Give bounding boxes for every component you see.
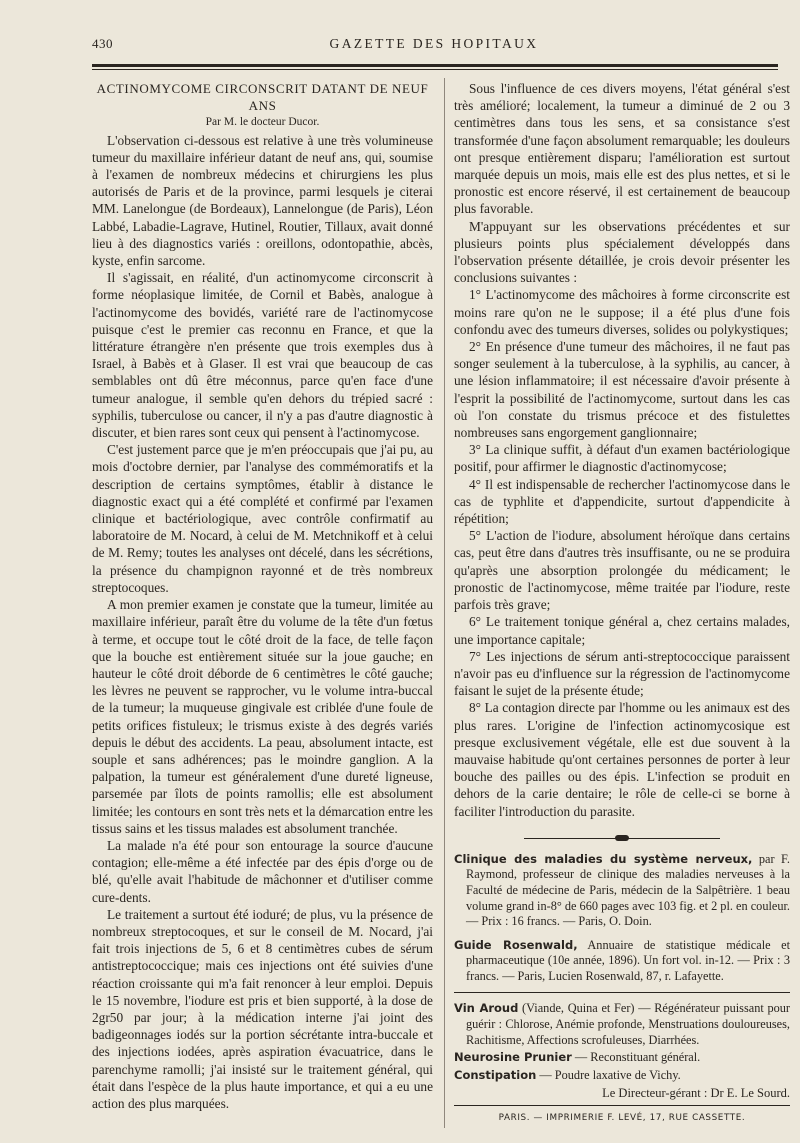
paragraph: A mon premier examen je constate que la tumeur, limitée au maxillaire inférieur, paraît être du volume de la tête d'un fœtus à terme, et occupe tout le côté droit de la face, de telle façon que la bouche est entièrement située sur la joue gauche; en hauteur le côté droit déborde de 6 centimètres le côté gauche; les lèvres ne peuvent se rapprocher, vu le volume intra-buccal de la tumeur; la muqueuse gingivale est criblée d'une foule de petits orifices fistuleux; le trismus existe à des degrés variés depuis le début des accidents. La peau, absolument intacte, est souple et sans adhérences; pas le moindre ganglion. A la palpation, la tumeur est généralement d'une dureté ligneuse, parsemée par îlots de points ramollis; elle est absolument limitée; les contours en sont très nets et la démarcation entre les tissus sains et les tissus malades est absolument tranchée. bbox=[92, 597, 433, 836]
paragraph: Il s'agissait, en réalité, d'un actinomycome circonscrit à forme néoplasique limitée, de Cornil et Babès, analogue à l'actinomycome des bovidés, variété rare de l'actinomycose puisque c'est le premier cas reconnu en France, et que la littérature étrangère n'en présente que trois exemples dus à Israel, à Babès et à Glaser. Il est vrai que beaucoup de cas semblables ont dû être méconnus, parce qu'en face d'une tumeur analogue, il semble qu'en dehors du trépied sacré : syphilis, tuberculose ou cancer, il n'y a pas d'autre diagnostic à discuter, et bien rares sont ceux qui pensent à l'actinomycose. bbox=[92, 270, 433, 441]
right-column bbox=[454, 80, 790, 1127]
conclusion-item: 1° L'actinomycome des mâchoires à forme circonscrite est moins rare qu'on ne le suppose; il a été plus d'une fois confondu avec des tumeurs diverses, solides ou polykystiques; bbox=[454, 287, 790, 337]
conclusion-item: 6° Le traitement tonique général a, chez certains malades, une importance capitale; bbox=[454, 614, 790, 647]
ad-title: Constipation bbox=[454, 1067, 537, 1082]
column-separator bbox=[444, 78, 445, 1128]
paragraph: C'est justement parce que je m'en préoccupais que j'ai pu, au mois d'octobre dernier, par l'analyse des commémoratifs et la description de certains symptômes, établir à distance le diagnostic exact qui a été complété et confirmé par l'examen clinique et bactériologique, avec contrôle confirmatif au laboratoire de M. Nocard, à celui de M. Metchnikoff et à celui de M. Remy; toutes les analyses ont décelé, dans les sécrétions, la présence du champignon rayonné et de très nombreux streptocoques. bbox=[92, 442, 433, 595]
paragraph: La malade n'a été pour son entourage la source d'aucune contagion; elle-même a été infectée par des épis d'orge ou de blé, qu'elle avait l'habitude de mâchonner et d'utiliser comme cure-dents. bbox=[92, 837, 433, 905]
paragraph: Le traitement a surtout été ioduré; de plus, vu la présence de nombreux streptocoques, et sur le conseil de M. Nocard, j'ai fait trois injections de 5, 6 et 8 centimètres cubes de sérum antistreptococcique; mais ces injections ont été suivies d'une réaction croissante qui m'a fait renoncer à leur emploi. Depuis le 15 novembre, l'iodure est pris et bien supporté, à la dose de 2gr50 par jour; à la médication interne j'ai joint des badigeonnages iodés sur la portion sécrétante intra-buccale et des injections iodées, après aspiration évacuatrice, dans le parenchyme ramolli; j'ai insisté sur le traitement général, qui était dans l'espèce de la plus haute importance, et qui a eu une action des plus marquées. bbox=[92, 906, 433, 1111]
conclusion-item: 7° Les injections de sérum anti-streptococcique paraissent n'avoir pas eu d'influence sur la régression de l'actinomycome faisant le sujet de la présente étude; bbox=[454, 648, 790, 699]
article-title: ACTINOMYCOME CIRCONSCRIT DATANT DE NEUF ANS bbox=[96, 81, 429, 114]
conclusion-item: 4° Il est indispensable de rechercher l'actinomycose dans le cas de typhlite et d'appendicite, surtout d'appendicite à répétition; bbox=[454, 476, 790, 527]
page-number: 430 bbox=[92, 36, 113, 51]
conclusion-item: 3° La clinique suffit, à défaut d'un examen bactériologique positif, pour affirmer le diagnostic d'actinomycose; bbox=[454, 442, 790, 475]
director-signature: Le Directeur-gérant : Dr E. Le Sourd. bbox=[602, 1086, 790, 1101]
section-fleuron bbox=[454, 834, 790, 842]
paragraph: M'appuyant sur les observations précédentes et sur plusieurs points plus spécialement développés dans l'observation présente détaillée, je crois devoir présenter les conclusions suivantes : bbox=[454, 218, 790, 286]
article-byline: Par M. le docteur Ducor. bbox=[205, 116, 320, 129]
conclusion-item: 8° La contagion directe par l'homme ou les animaux est des plus rares. L'origine de l'infection actinomycosique est presque exclusivement végétale, elle est due souvent à la mauvaise habitude qu'ont certaines personnes de porter à leur bouche des pailles ou des épis. L'infection se produit en dehors de la carie dentaire; le rôle de celle-ci se borne à faciliter l'introduction du parasite. bbox=[454, 700, 790, 819]
ads-rule bbox=[454, 992, 790, 993]
conclusion-item: 5° L'action de l'iodure, absolument héroïque dans certains cas, peut être dans d'autres très insuffisante, ou ne se produira qu'après une absorption prolongée du médicament; le pronostic de l'actinomycose, même traitée par l'iodure, reste parfois très grave; bbox=[454, 528, 790, 613]
ad-entry: Constipation — Poudre laxative de Vichy. bbox=[454, 1067, 681, 1082]
bibliography-section bbox=[454, 852, 790, 985]
printer-imprint: PARIS. — IMPRIMERIE F. LEVÉ, 17, RUE CASSETTE. bbox=[498, 1112, 746, 1123]
paragraph: Sous l'influence de ces divers moyens, l'état général s'est très amélioré; localement, la tumeur a diminué de 2 ou 3 centimètres dans tous les sens, et sa consistance s'est transformée d'une façon absolument remarquable; les douleurs ont presque entièrement disparu; l'amélioration est surtout marquée depuis un mois, mais elle est des plus nettes, et si le pronostic est encore réservé, il est certainement de beaucoup plus favorable. bbox=[454, 81, 790, 217]
bibliography-title: Clinique des maladies du système nerveux, bbox=[454, 851, 753, 866]
bibliography-title: Guide Rosenwald, bbox=[454, 937, 578, 952]
paragraph: L'observation ci-dessous est relative à une très volumineuse tumeur du maxillaire inférieur datant de neuf ans, qui, soumise à l'examen de nombreux médecins et chirurgiens les plus autorisés de Paris et de la province, parmi lesquels je citerai MM. Lanelongue (de Bordeaux), Lannelongue (de Paris), Léon Labbé, Labadie-Lagrave, Hutinel, Routier, Tillaux, avait donné lieu à des diagnostics variés : oreillons, odontopathie, abcès, kyste, enfin sarcome. bbox=[92, 132, 433, 269]
ad-title: Neurosine Prunier bbox=[454, 1050, 572, 1065]
ad-entry: Neurosine Prunier — Reconstituant général. bbox=[454, 1050, 701, 1065]
page-header bbox=[92, 36, 776, 58]
header-rule-thin bbox=[92, 69, 778, 70]
bibliography-entry: Guide Rosenwald, Annuaire de statistique médicale et pharmaceutique (10e année, 1896). Un fort vol. in-12. — Prix : 3 francs. — Paris, Lucien Rosenwald, 87, r. Lafayette. bbox=[454, 937, 791, 983]
ad-title: Vin Aroud bbox=[454, 1001, 519, 1016]
bibliography-entry: Clinique des maladies du système nerveux, par F. Raymond, professeur de clinique des maladies nerveuses à la Faculté de médecine de Paris, médecin de la Salpêtrière. 1 beau volume grand in-8° de 660 pages avec 103 fig. et 2 pl. en couleur. — Prix : 16 francs. — Paris, O. Doin. bbox=[454, 851, 790, 929]
ad-entry: Vin Aroud (Viande, Quina et Fer) — Régénérateur puissant pour guérir : Chlorose, Anémie profonde, Menstruations douloureuses, Rachitisme, Affections scrofuleuses, Diarrhées. bbox=[454, 1001, 790, 1047]
journal-title: GAZETTE DES HOPITAUX bbox=[329, 36, 539, 51]
conclusion-item: 2° En présence d'une tumeur des mâchoires, il ne faut pas songer seulement à la tuberculose, à la syphilis, au cancer, à une lésion inflammatoire; il est nécessaire d'avoir présente à l'esprit la possibilité de l'actinomycome, surtout dans les cas où l'on constate du trismus précoce et des fistulettes nombreuses sans engorgement ganglionnaire; bbox=[454, 339, 790, 441]
advertisements bbox=[454, 1001, 790, 1083]
footer-rule bbox=[454, 1105, 790, 1106]
header-rule-thick bbox=[92, 64, 778, 67]
left-column bbox=[92, 80, 433, 1112]
